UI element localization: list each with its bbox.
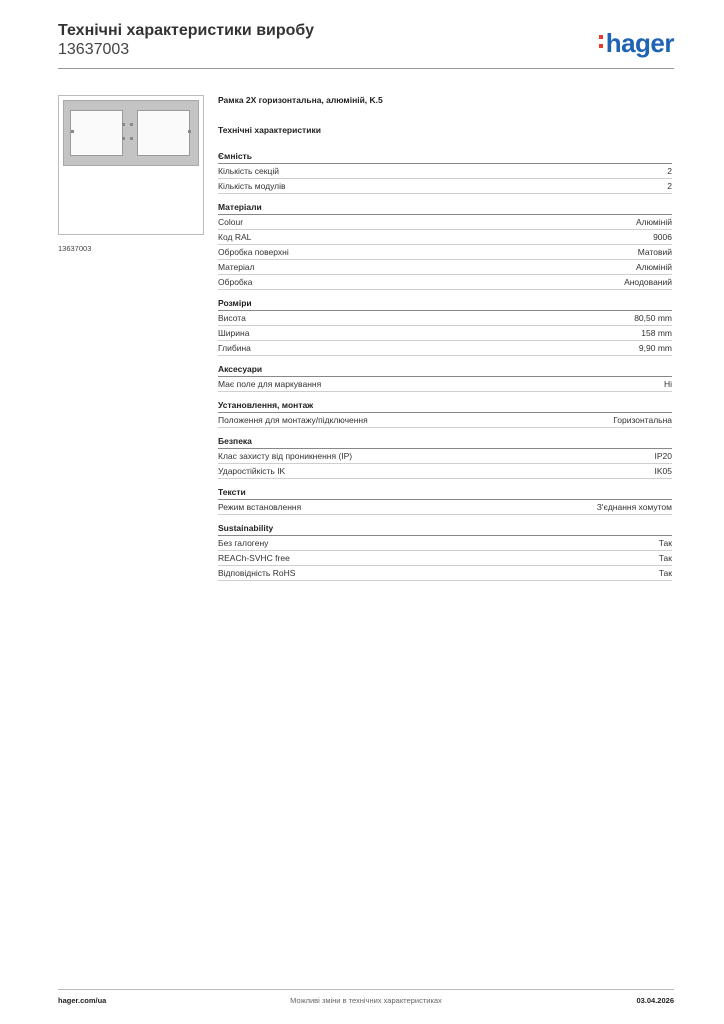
- document-header: [58, 22, 674, 70]
- spec-value: Так: [658, 553, 672, 563]
- document-title: Технічні характеристики виробу: [58, 22, 314, 39]
- spec-value: 2: [667, 166, 672, 176]
- spec-label: REACh-SVHC free: [218, 553, 290, 563]
- document-footer: [58, 996, 674, 1010]
- spec-label: Клас захисту від проникнення (IP): [218, 451, 353, 461]
- spec-value: 80,50 mm: [634, 313, 672, 323]
- spec-label: Положення для монтажу/підключення: [218, 415, 368, 425]
- spec-row: [218, 215, 672, 230]
- spec-row: [218, 326, 672, 341]
- spec-group: [218, 487, 672, 515]
- spec-value: IP20: [654, 451, 672, 461]
- spec-row: [218, 464, 672, 479]
- spec-row: [218, 164, 672, 179]
- hager-dots-icon: [599, 35, 603, 49]
- spec-group-title: Матеріали: [218, 202, 672, 215]
- spec-value: Так: [658, 568, 672, 578]
- spec-row: [218, 245, 672, 260]
- spec-value: IK05: [654, 466, 672, 476]
- frame-opening-left: [70, 110, 123, 156]
- spec-label: Глибина: [218, 343, 251, 353]
- spec-group-title: Установлення, монтаж: [218, 400, 672, 413]
- spec-row: [218, 500, 672, 515]
- footer-website: hager.com/ua: [58, 996, 107, 1005]
- spec-row: [218, 311, 672, 326]
- header-divider: [58, 68, 674, 69]
- spec-content: [218, 95, 672, 589]
- spec-label: Відповідність RoHS: [218, 568, 296, 578]
- spec-group: [218, 364, 672, 392]
- spec-group: [218, 523, 672, 581]
- spec-row: [218, 230, 672, 245]
- spec-value: 2: [667, 181, 672, 191]
- spec-row: [218, 413, 672, 428]
- spec-label: Матеріал: [218, 262, 255, 272]
- spec-group-title: Аксесуари: [218, 364, 672, 377]
- spec-row: [218, 179, 672, 194]
- spec-value: Алюміній: [636, 217, 672, 227]
- spec-group-title: Sustainability: [218, 523, 672, 536]
- frame-opening-right: [137, 110, 190, 156]
- product-name: Рамка 2X горизонтальна, алюміній, K.5: [218, 95, 383, 105]
- spec-row: [218, 566, 672, 581]
- spec-value: Матовий: [637, 247, 672, 257]
- image-caption: 13637003: [58, 244, 92, 253]
- footer-divider: [58, 989, 674, 990]
- spec-value: Анодований: [624, 277, 672, 287]
- spec-group: [218, 202, 672, 290]
- spec-group: [218, 400, 672, 428]
- spec-row: [218, 449, 672, 464]
- spec-value: З'єднання хомутом: [596, 502, 672, 512]
- spec-label: Кількість секцій: [218, 166, 279, 176]
- spec-value: 9,90 mm: [638, 343, 672, 353]
- spec-label: Код RAL: [218, 232, 252, 242]
- spec-row: [218, 536, 672, 551]
- footer-date: 03.04.2026: [636, 996, 674, 1005]
- spec-label: Без галогену: [218, 538, 269, 548]
- spec-groups: [218, 151, 672, 581]
- frame-illustration: [63, 100, 199, 166]
- logo-text: hager: [605, 28, 674, 58]
- product-image: [58, 95, 204, 235]
- spec-label: Обробка поверхні: [218, 247, 289, 257]
- spec-label: Обробка: [218, 277, 253, 287]
- spec-group-title: Безпека: [218, 436, 672, 449]
- spec-value: Так: [658, 538, 672, 548]
- spec-group-title: Ємність: [218, 151, 672, 164]
- spec-row: [218, 377, 672, 392]
- spec-value: Алюміній: [636, 262, 672, 272]
- footer-note: Можливі зміни в технічних характеристиках: [290, 996, 442, 1005]
- spec-label: Ширина: [218, 328, 250, 338]
- spec-row: [218, 551, 672, 566]
- spec-label: Висота: [218, 313, 246, 323]
- spec-value: 158 mm: [641, 328, 672, 338]
- spec-value: 9006: [653, 232, 672, 242]
- spec-label: Ударостійкість IK: [218, 466, 286, 476]
- spec-row: [218, 260, 672, 275]
- spec-row: [218, 275, 672, 290]
- spec-value: Горизонтальна: [613, 415, 672, 425]
- spec-group-title: Розміри: [218, 298, 672, 311]
- spec-label: Має поле для маркування: [218, 379, 322, 389]
- spec-group-title: Тексти: [218, 487, 672, 500]
- hager-logo: [606, 28, 674, 59]
- spec-group: [218, 436, 672, 479]
- spec-section-title: Технічні характеристики: [218, 125, 321, 135]
- spec-row: [218, 341, 672, 356]
- spec-value: Ні: [663, 379, 672, 389]
- spec-label: Режим встановлення: [218, 502, 302, 512]
- product-code: 13637003: [58, 41, 130, 58]
- spec-label: Кількість модулів: [218, 181, 286, 191]
- spec-group: [218, 151, 672, 194]
- spec-label: Colour: [218, 217, 244, 227]
- spec-group: [218, 298, 672, 356]
